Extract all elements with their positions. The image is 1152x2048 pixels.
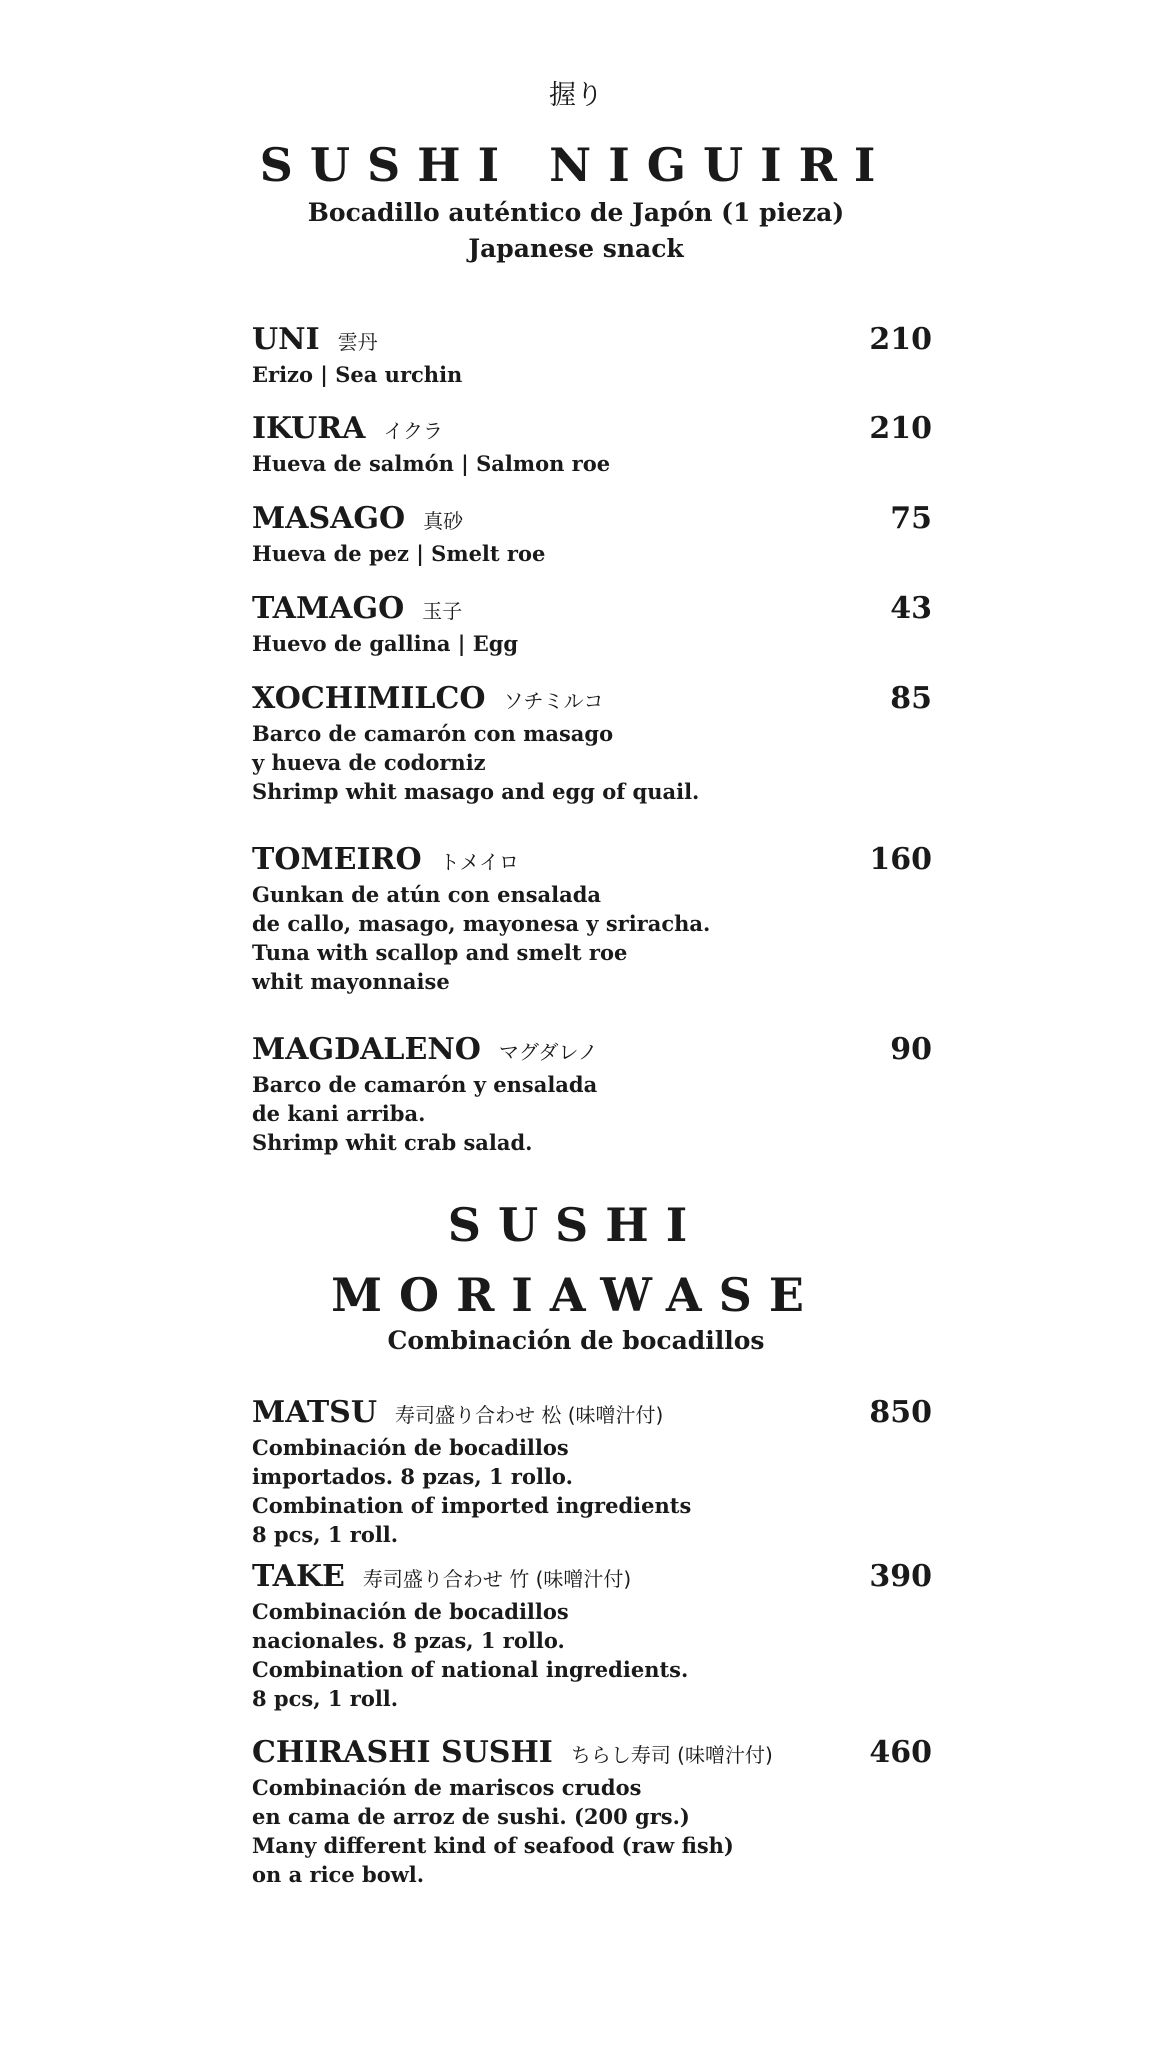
item-japanese-name: ちらし寿司 (味噌汁付) xyxy=(570,1743,773,1767)
menu-item-magdaleno xyxy=(252,1030,932,1157)
item-description-line: Barco de camarón y ensalada xyxy=(252,1072,598,1097)
item-price: 75 xyxy=(890,501,932,536)
item-price: 210 xyxy=(869,322,932,357)
item-description-line: on a rice bowl. xyxy=(252,1862,425,1887)
menu-item-chirashi-sushi xyxy=(252,1733,932,1889)
item-name: MATSU xyxy=(252,1395,377,1430)
moriawase-title-line-1: SUSHI xyxy=(447,1198,705,1252)
item-price: 850 xyxy=(869,1395,932,1430)
item-name: TOMEIRO xyxy=(252,842,422,877)
item-description-line: Combination of imported ingredients xyxy=(252,1493,692,1518)
item-description-line: 8 pcs, 1 roll. xyxy=(252,1686,399,1711)
niguiri-title: SUSHI NIGUIRI xyxy=(259,138,893,192)
item-description-line: Erizo | Sea urchin xyxy=(252,362,463,387)
menu-item-tamago xyxy=(252,589,932,658)
item-price: 160 xyxy=(869,842,932,877)
item-description-line: Barco de camarón con masago xyxy=(252,721,614,746)
moriawase-subtitle: Combinación de bocadillos xyxy=(387,1326,765,1355)
item-description-line: Combinación de mariscos crudos xyxy=(252,1775,642,1800)
item-description-line: importados. 8 pzas, 1 rollo. xyxy=(252,1464,573,1489)
menu-item-uni xyxy=(252,320,932,389)
item-description-line: Shrimp whit masago and egg of quail. xyxy=(252,779,700,804)
item-price: 85 xyxy=(890,681,932,716)
item-japanese-name: 真砂 xyxy=(423,509,464,533)
item-japanese-name: 雲丹 xyxy=(337,330,378,354)
item-name: MAGDALENO xyxy=(252,1032,481,1067)
item-japanese-name: 寿司盛り合わせ 竹 (味噌汁付) xyxy=(362,1567,632,1591)
item-name: IKURA xyxy=(252,411,366,446)
item-japanese-name: イクラ xyxy=(383,419,444,443)
item-name: MASAGO xyxy=(252,501,406,536)
item-description-line: Tuna with scallop and smelt roe xyxy=(252,940,628,965)
item-price: 210 xyxy=(869,411,932,446)
item-description-line: Combinación de bocadillos xyxy=(252,1599,569,1624)
moriawase-title-line-2: MORIAWASE xyxy=(331,1268,821,1322)
item-description-line: Shrimp whit crab salad. xyxy=(252,1130,533,1155)
item-name: XOCHIMILCO xyxy=(252,681,486,716)
item-description-line: de kani arriba. xyxy=(252,1101,426,1126)
item-description-line: whit mayonnaise xyxy=(252,969,450,994)
item-description-line: Combinación de bocadillos xyxy=(252,1435,569,1460)
niguiri-kana-heading: 握り xyxy=(549,80,603,111)
item-description-line: Huevo de gallina | Egg xyxy=(252,631,519,656)
item-price: 90 xyxy=(890,1032,932,1067)
niguiri-subtitle-es: Bocadillo auténtico de Japón (1 pieza) xyxy=(307,198,845,227)
item-description-line: y hueva de codorniz xyxy=(252,750,486,775)
item-japanese-name: トメイロ xyxy=(439,850,520,874)
item-description-line: de callo, masago, mayonesa y sriracha. xyxy=(252,911,711,936)
item-name: TAKE xyxy=(252,1559,345,1594)
item-price: 43 xyxy=(890,591,932,626)
item-name: UNI xyxy=(252,322,320,357)
menu-item-take xyxy=(252,1557,932,1713)
item-japanese-name: ソチミルコ xyxy=(503,689,604,713)
menu-item-ikura xyxy=(252,409,932,478)
niguiri-subtitle-en: Japanese snack xyxy=(468,234,684,263)
item-description-line: Hueva de pez | Smelt roe xyxy=(252,541,546,566)
item-description-line: nacionales. 8 pzas, 1 rollo. xyxy=(252,1628,565,1653)
item-japanese-name: 寿司盛り合わせ 松 (味噌汁付) xyxy=(395,1403,664,1427)
item-name: CHIRASHI SUSHI xyxy=(252,1735,553,1770)
item-japanese-name: 玉子 xyxy=(422,599,463,623)
item-description-line: Hueva de salmón | Salmon roe xyxy=(252,451,611,476)
item-description-line: Gunkan de atún con ensalada xyxy=(252,882,602,907)
item-description-line: Combination of national ingredients. xyxy=(252,1657,689,1682)
menu-item-masago xyxy=(252,499,932,568)
item-price: 390 xyxy=(869,1559,932,1594)
item-japanese-name: マグダレノ xyxy=(498,1040,598,1064)
menu-item-tomeiro xyxy=(252,840,932,996)
item-description-line: Many different kind of seafood (raw fish) xyxy=(252,1833,734,1858)
item-price: 460 xyxy=(869,1735,932,1770)
menu-item-xochimilco xyxy=(252,679,932,806)
item-description-line: 8 pcs, 1 roll. xyxy=(252,1522,399,1547)
item-description-line: en cama de arroz de sushi. (200 grs.) xyxy=(252,1804,690,1829)
item-name: TAMAGO xyxy=(252,591,405,626)
menu-item-matsu xyxy=(252,1393,932,1549)
